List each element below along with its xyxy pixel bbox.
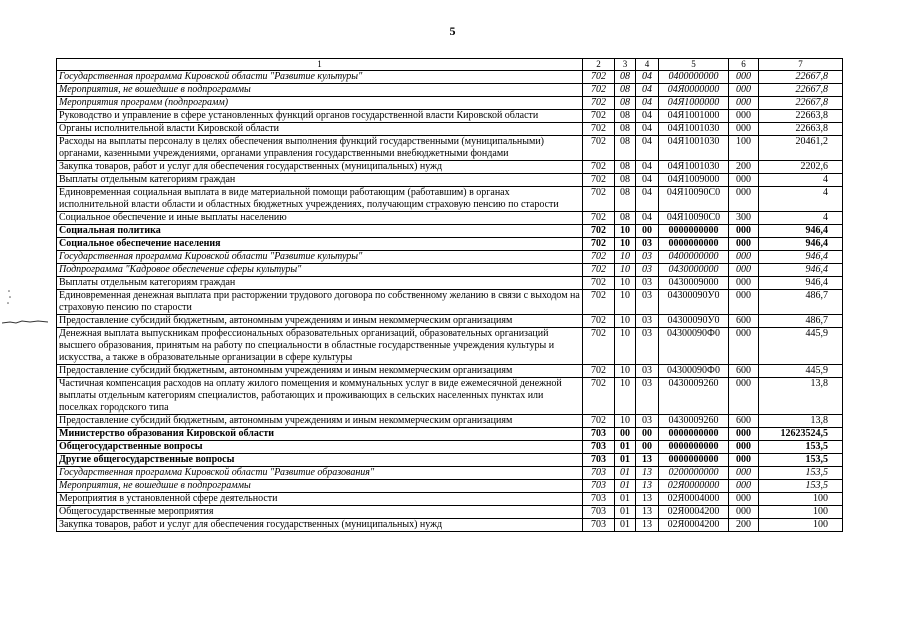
ministry-code-cell: 702: [583, 277, 615, 290]
amount-cell: 13,8: [759, 415, 843, 428]
column-header: 3: [615, 59, 636, 71]
section-code-cell: 01: [615, 441, 636, 454]
expense-type-cell: 000: [729, 506, 759, 519]
scan-artifact-dots: [6, 288, 14, 308]
expense-type-cell: 100: [729, 136, 759, 161]
table-row: [57, 467, 843, 480]
table-row: [57, 290, 843, 315]
subsection-code-cell: 13: [636, 506, 659, 519]
amount-cell: 100: [759, 506, 843, 519]
column-header: 2: [583, 59, 615, 71]
section-code-cell: 10: [615, 328, 636, 365]
target-article-cell: 04Я10090С0: [659, 187, 729, 212]
subsection-code-cell: 04: [636, 110, 659, 123]
expense-type-cell: 000: [729, 97, 759, 110]
subsection-code-cell: 04: [636, 97, 659, 110]
subsection-code-cell: 03: [636, 365, 659, 378]
target-article-cell: 04Я1009000: [659, 174, 729, 187]
expense-type-cell: 600: [729, 415, 759, 428]
amount-cell: 946,4: [759, 264, 843, 277]
amount-cell: 4: [759, 187, 843, 212]
expense-type-cell: 000: [729, 123, 759, 136]
expense-type-cell: 300: [729, 212, 759, 225]
amount-cell: 2202,6: [759, 161, 843, 174]
target-article-cell: 0000000000: [659, 225, 729, 238]
section-code-cell: 08: [615, 97, 636, 110]
row-name-cell: Социальная политика: [57, 225, 583, 238]
subsection-code-cell: 03: [636, 251, 659, 264]
table-row: [57, 415, 843, 428]
table-row: [57, 328, 843, 365]
section-code-cell: 10: [615, 264, 636, 277]
section-code-cell: 01: [615, 519, 636, 532]
ministry-code-cell: 703: [583, 441, 615, 454]
row-name-cell: Мероприятия программ (подпрограмм): [57, 97, 583, 110]
column-number-row: [57, 59, 843, 71]
table-row: [57, 428, 843, 441]
ministry-code-cell: 702: [583, 97, 615, 110]
subsection-code-cell: 00: [636, 441, 659, 454]
column-header: 7: [759, 59, 843, 71]
row-name-cell: Закупка товаров, работ и услуг для обеспечения государственных (муниципальных) нужд: [57, 161, 583, 174]
section-code-cell: 10: [615, 238, 636, 251]
target-article-cell: 0430000000: [659, 264, 729, 277]
target-article-cell: 0430009260: [659, 415, 729, 428]
subsection-code-cell: 13: [636, 467, 659, 480]
amount-cell: 486,7: [759, 315, 843, 328]
section-code-cell: 01: [615, 506, 636, 519]
table-row: [57, 225, 843, 238]
table-row: [57, 519, 843, 532]
subsection-code-cell: 03: [636, 290, 659, 315]
row-name-cell: Государственная программа Кировской области "Развитие образования": [57, 467, 583, 480]
amount-cell: 153,5: [759, 467, 843, 480]
row-name-cell: Выплаты отдельным категориям граждан: [57, 277, 583, 290]
subsection-code-cell: 04: [636, 84, 659, 97]
section-code-cell: 10: [615, 378, 636, 415]
ministry-code-cell: 703: [583, 506, 615, 519]
amount-cell: 4: [759, 174, 843, 187]
subsection-code-cell: 03: [636, 264, 659, 277]
section-code-cell: 08: [615, 161, 636, 174]
ministry-code-cell: 702: [583, 187, 615, 212]
table-row: [57, 212, 843, 225]
expense-type-cell: 000: [729, 174, 759, 187]
table-body: [57, 71, 843, 532]
ministry-code-cell: 703: [583, 519, 615, 532]
ministry-code-cell: 702: [583, 110, 615, 123]
amount-cell: 445,9: [759, 365, 843, 378]
table-row: [57, 84, 843, 97]
ministry-code-cell: 703: [583, 480, 615, 493]
expense-type-cell: 000: [729, 187, 759, 212]
target-article-cell: 0400000000: [659, 251, 729, 264]
ministry-code-cell: 702: [583, 225, 615, 238]
row-name-cell: Мероприятия, не вошедшие в подпрограммы: [57, 480, 583, 493]
row-name-cell: Единовременная денежная выплата при расторжении трудового договора по собственному желанию в связи с выходом на страховую пенсию по старости: [57, 290, 583, 315]
table-row: [57, 161, 843, 174]
ministry-code-cell: 702: [583, 136, 615, 161]
target-article-cell: 02Я0000000: [659, 480, 729, 493]
table-row: [57, 264, 843, 277]
ministry-code-cell: 702: [583, 238, 615, 251]
row-name-cell: Подпрограмма "Кадровое обеспечение сферы культуры": [57, 264, 583, 277]
subsection-code-cell: 13: [636, 493, 659, 506]
target-article-cell: 04300090Ф0: [659, 328, 729, 365]
ministry-code-cell: 703: [583, 428, 615, 441]
table-row: [57, 71, 843, 84]
table-row: [57, 110, 843, 123]
target-article-cell: 04Я1001030: [659, 161, 729, 174]
target-article-cell: 04300090Ф0: [659, 365, 729, 378]
target-article-cell: 02Я0004200: [659, 506, 729, 519]
expense-type-cell: 600: [729, 315, 759, 328]
expense-type-cell: 000: [729, 264, 759, 277]
amount-cell: 946,4: [759, 225, 843, 238]
expense-type-cell: 000: [729, 251, 759, 264]
subsection-code-cell: 03: [636, 328, 659, 365]
row-name-cell: Закупка товаров, работ и услуг для обеспечения государственных (муниципальных) нужд: [57, 519, 583, 532]
expense-type-cell: 000: [729, 441, 759, 454]
expense-type-cell: 000: [729, 480, 759, 493]
row-name-cell: Социальное обеспечение и иные выплаты населению: [57, 212, 583, 225]
ministry-code-cell: 702: [583, 290, 615, 315]
amount-cell: 153,5: [759, 480, 843, 493]
row-name-cell: Государственная программа Кировской области "Развитие культуры": [57, 71, 583, 84]
subsection-code-cell: 13: [636, 480, 659, 493]
table-row: [57, 123, 843, 136]
amount-cell: 4: [759, 212, 843, 225]
expense-type-cell: 000: [729, 428, 759, 441]
expense-type-cell: 000: [729, 378, 759, 415]
ministry-code-cell: 702: [583, 212, 615, 225]
amount-cell: 153,5: [759, 441, 843, 454]
ministry-code-cell: 702: [583, 251, 615, 264]
ministry-code-cell: 702: [583, 123, 615, 136]
expense-type-cell: 000: [729, 493, 759, 506]
expense-type-cell: 200: [729, 161, 759, 174]
ministry-code-cell: 703: [583, 467, 615, 480]
table-row: [57, 454, 843, 467]
section-code-cell: 10: [615, 251, 636, 264]
column-header: 4: [636, 59, 659, 71]
amount-cell: 22663,8: [759, 123, 843, 136]
ministry-code-cell: 703: [583, 493, 615, 506]
row-name-cell: Общегосударственные вопросы: [57, 441, 583, 454]
subsection-code-cell: 04: [636, 174, 659, 187]
section-code-cell: 01: [615, 454, 636, 467]
section-code-cell: 08: [615, 212, 636, 225]
table-row: [57, 251, 843, 264]
subsection-code-cell: 00: [636, 428, 659, 441]
budget-table: [56, 58, 843, 532]
ministry-code-cell: 702: [583, 161, 615, 174]
section-code-cell: 08: [615, 71, 636, 84]
target-article-cell: 02Я0004000: [659, 493, 729, 506]
target-article-cell: 04Я10090С0: [659, 212, 729, 225]
table-row: [57, 506, 843, 519]
amount-cell: 153,5: [759, 454, 843, 467]
table-row: [57, 97, 843, 110]
section-code-cell: 01: [615, 493, 636, 506]
table-row: [57, 238, 843, 251]
table-row: [57, 493, 843, 506]
table-row: [57, 277, 843, 290]
row-name-cell: Предоставление субсидий бюджетным, автономным учреждениям и иным некоммерческим организациям: [57, 315, 583, 328]
section-code-cell: 10: [615, 290, 636, 315]
section-code-cell: 00: [615, 428, 636, 441]
ministry-code-cell: 702: [583, 328, 615, 365]
ministry-code-cell: 702: [583, 174, 615, 187]
ministry-code-cell: 702: [583, 415, 615, 428]
column-header: 1: [57, 59, 583, 71]
expense-type-cell: 200: [729, 519, 759, 532]
row-name-cell: Государственная программа Кировской области "Развитие культуры": [57, 251, 583, 264]
amount-cell: 486,7: [759, 290, 843, 315]
ministry-code-cell: 702: [583, 365, 615, 378]
section-code-cell: 10: [615, 415, 636, 428]
amount-cell: 22663,8: [759, 110, 843, 123]
subsection-code-cell: 04: [636, 123, 659, 136]
subsection-code-cell: 00: [636, 225, 659, 238]
table-row: [57, 187, 843, 212]
expense-type-cell: 000: [729, 467, 759, 480]
target-article-cell: 0200000000: [659, 467, 729, 480]
section-code-cell: 08: [615, 84, 636, 97]
table-row: [57, 441, 843, 454]
section-code-cell: 08: [615, 110, 636, 123]
amount-cell: 946,4: [759, 277, 843, 290]
amount-cell: 22667,8: [759, 84, 843, 97]
target-article-cell: 04Я0000000: [659, 84, 729, 97]
table-row: [57, 174, 843, 187]
row-name-cell: Социальное обеспечение населения: [57, 238, 583, 251]
target-article-cell: 0000000000: [659, 454, 729, 467]
section-code-cell: 08: [615, 187, 636, 212]
amount-cell: 12623524,5: [759, 428, 843, 441]
section-code-cell: 08: [615, 174, 636, 187]
row-name-cell: Другие общегосударственные вопросы: [57, 454, 583, 467]
section-code-cell: 10: [615, 315, 636, 328]
column-header: 5: [659, 59, 729, 71]
amount-cell: 22667,8: [759, 97, 843, 110]
section-code-cell: 10: [615, 225, 636, 238]
subsection-code-cell: 03: [636, 415, 659, 428]
column-header: 6: [729, 59, 759, 71]
target-article-cell: 0000000000: [659, 238, 729, 251]
expense-type-cell: 000: [729, 238, 759, 251]
row-name-cell: Частичная компенсация расходов на оплату жилого помещения и коммунальных услуг в виде ежемесячной денежной выплаты отдельным категориям специалистов, работающих и проживающих в сельских населенных пунктах или поселках городского типа: [57, 378, 583, 415]
expense-type-cell: 000: [729, 328, 759, 365]
expense-type-cell: 000: [729, 71, 759, 84]
subsection-code-cell: 04: [636, 161, 659, 174]
table-row: [57, 378, 843, 415]
amount-cell: 445,9: [759, 328, 843, 365]
table-row: [57, 315, 843, 328]
target-article-cell: 02Я0004200: [659, 519, 729, 532]
section-code-cell: 08: [615, 123, 636, 136]
amount-cell: 946,4: [759, 251, 843, 264]
subsection-code-cell: 04: [636, 136, 659, 161]
subsection-code-cell: 13: [636, 519, 659, 532]
ministry-code-cell: 702: [583, 315, 615, 328]
section-code-cell: 01: [615, 480, 636, 493]
target-article-cell: 0430009000: [659, 277, 729, 290]
row-name-cell: Денежная выплата выпускникам профессиональных образовательных организаций, образовательных организаций высшего образования, принятым на работу по специальности в областные государственные учреждения культуры и искусства, а также в образовательные организации в сфере культуры: [57, 328, 583, 365]
amount-cell: 946,4: [759, 238, 843, 251]
expense-type-cell: 000: [729, 110, 759, 123]
row-name-cell: Министерство образования Кировской области: [57, 428, 583, 441]
amount-cell: 22667,8: [759, 71, 843, 84]
target-article-cell: 0000000000: [659, 428, 729, 441]
expense-type-cell: 000: [729, 225, 759, 238]
subsection-code-cell: 04: [636, 212, 659, 225]
amount-cell: 100: [759, 493, 843, 506]
row-name-cell: Предоставление субсидий бюджетным, автономным учреждениям и иным некоммерческим организациям: [57, 365, 583, 378]
expense-type-cell: 000: [729, 277, 759, 290]
amount-cell: 13,8: [759, 378, 843, 415]
section-code-cell: 01: [615, 467, 636, 480]
amount-cell: 20461,2: [759, 136, 843, 161]
ministry-code-cell: 702: [583, 84, 615, 97]
scan-artifact-mark: [2, 318, 48, 326]
subsection-code-cell: 03: [636, 277, 659, 290]
row-name-cell: Выплаты отдельным категориям граждан: [57, 174, 583, 187]
target-article-cell: 04Я1001030: [659, 123, 729, 136]
amount-cell: 100: [759, 519, 843, 532]
subsection-code-cell: 04: [636, 187, 659, 212]
target-article-cell: 04Я1001000: [659, 110, 729, 123]
table-row: [57, 365, 843, 378]
expense-type-cell: 000: [729, 290, 759, 315]
row-name-cell: Мероприятия, не вошедшие в подпрограммы: [57, 84, 583, 97]
ministry-code-cell: 702: [583, 264, 615, 277]
subsection-code-cell: 03: [636, 238, 659, 251]
expense-type-cell: 000: [729, 454, 759, 467]
target-article-cell: 04300090У0: [659, 290, 729, 315]
subsection-code-cell: 03: [636, 378, 659, 415]
target-article-cell: 04Я1001030: [659, 136, 729, 161]
subsection-code-cell: 04: [636, 71, 659, 84]
row-name-cell: Расходы на выплаты персоналу в целях обеспечения выполнения функций государственными (муниципальными) органами, казенными учреждениями, органами управления государственными внебюджетными фондами: [57, 136, 583, 161]
target-article-cell: 0400000000: [659, 71, 729, 84]
section-code-cell: 10: [615, 365, 636, 378]
row-name-cell: Руководство и управление в сфере установленных функций органов государственной власти Кировской области: [57, 110, 583, 123]
expense-type-cell: 600: [729, 365, 759, 378]
ministry-code-cell: 702: [583, 378, 615, 415]
target-article-cell: 0000000000: [659, 441, 729, 454]
section-code-cell: 10: [615, 277, 636, 290]
page-number: 5: [449, 24, 456, 38]
target-article-cell: 0430009260: [659, 378, 729, 415]
ministry-code-cell: 703: [583, 454, 615, 467]
row-name-cell: Единовременная социальная выплата в виде материальной помощи работающим (работавшим) в органах исполнительной власти области и областных бюджетных учреждениях, получающим страховую пенсию по старости: [57, 187, 583, 212]
row-name-cell: Мероприятия в установленной сфере деятельности: [57, 493, 583, 506]
target-article-cell: 04Я1000000: [659, 97, 729, 110]
row-name-cell: Общегосударственные мероприятия: [57, 506, 583, 519]
table-row: [57, 480, 843, 493]
section-code-cell: 08: [615, 136, 636, 161]
subsection-code-cell: 03: [636, 315, 659, 328]
row-name-cell: Органы исполнительной власти Кировской области: [57, 123, 583, 136]
table-row: [57, 136, 843, 161]
row-name-cell: Предоставление субсидий бюджетным, автономным учреждениям и иным некоммерческим организациям: [57, 415, 583, 428]
expense-type-cell: 000: [729, 84, 759, 97]
target-article-cell: 04300090У0: [659, 315, 729, 328]
subsection-code-cell: 13: [636, 454, 659, 467]
ministry-code-cell: 702: [583, 71, 615, 84]
